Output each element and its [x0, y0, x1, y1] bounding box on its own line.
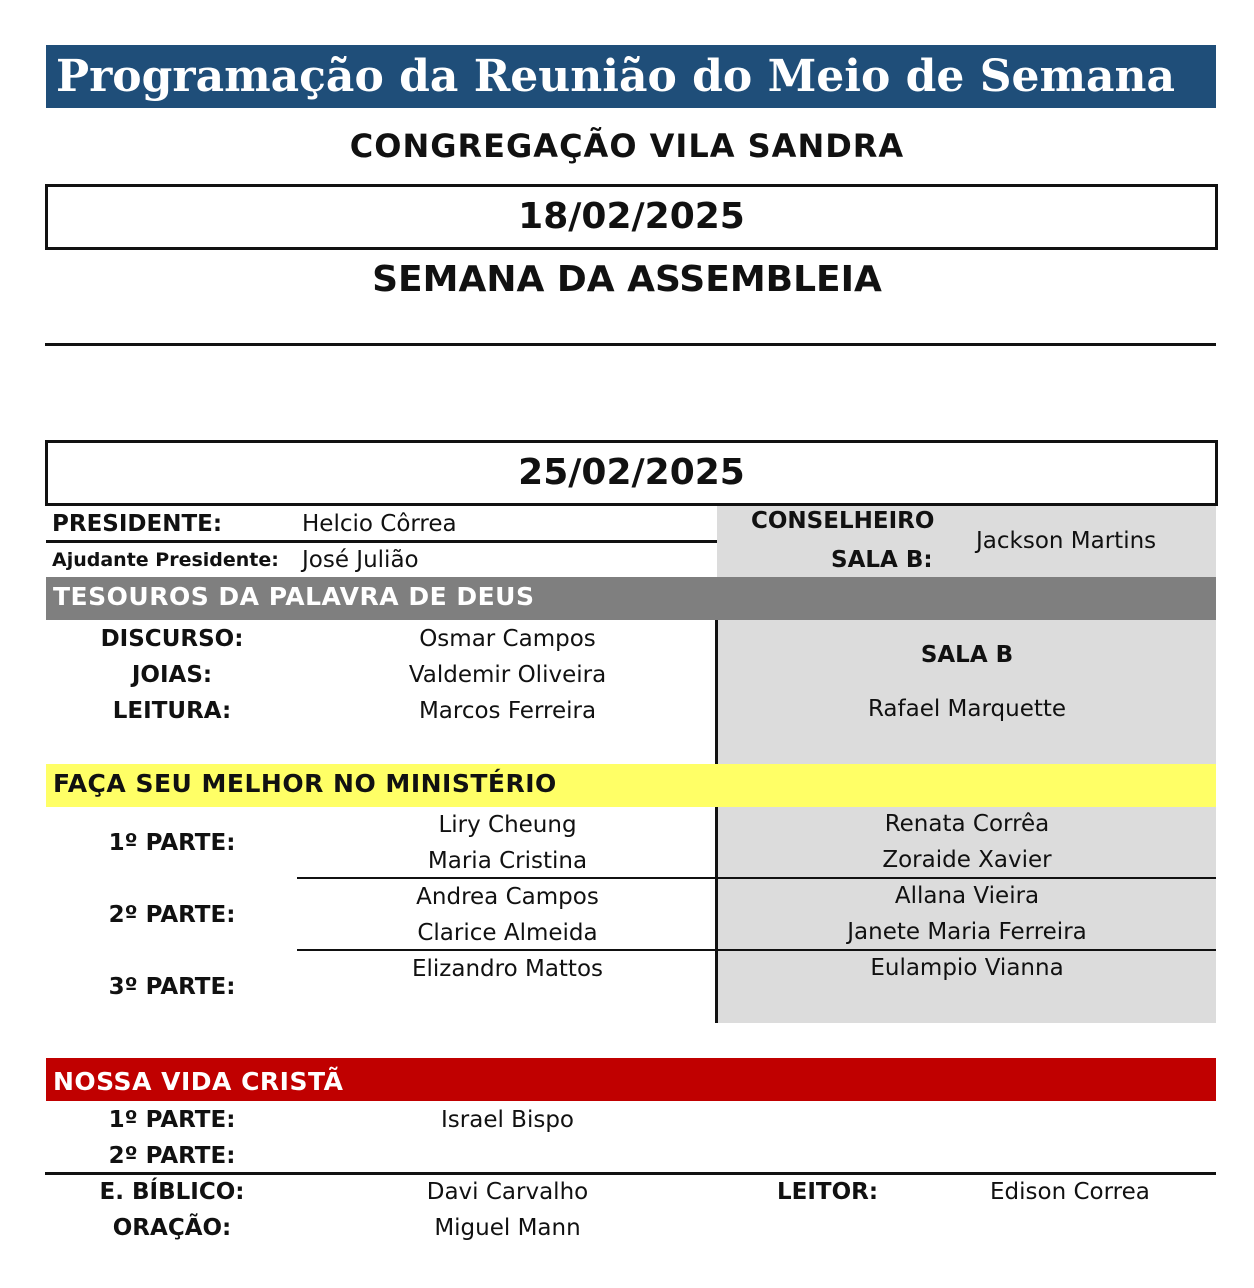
ministry-part1-assistant: Maria Cristina	[427, 848, 588, 874]
ministry-room-b-cell	[717, 807, 1216, 1023]
reading-name: Marcos Ferreira	[418, 698, 597, 724]
ministry-part1-label: 1º PARTE:	[108, 830, 236, 856]
christian-part1-label: 1º PARTE:	[108, 1107, 236, 1133]
room-b-reading-name: Rafael Marquette	[867, 696, 1067, 722]
president-label: PRESIDENTE:	[52, 511, 223, 537]
ministry-part1-b-student: Renata Corrêa	[884, 811, 1050, 837]
ministry-title: FAÇA SEU MELHOR NO MINISTÉRIO	[53, 769, 557, 798]
counselor-room-label: SALA B:	[831, 547, 933, 573]
christian-part1-name: Israel Bispo	[441, 1107, 574, 1133]
divider	[297, 949, 1216, 951]
ministry-part2-b-assistant: Janete Maria Ferreira	[847, 919, 1087, 945]
week1-note: SEMANA DA ASSEMBLEIA	[372, 259, 882, 300]
reader-label: LEITOR:	[777, 1179, 879, 1205]
counselor-name: Jackson Martins	[976, 528, 1157, 554]
christian-part2-label: 2º PARTE:	[108, 1143, 236, 1169]
bible-study-label: E. BÍBLICO:	[99, 1179, 245, 1205]
reading-label: LEITURA:	[112, 698, 232, 724]
week1-date: 18/02/2025	[518, 196, 745, 237]
divider	[46, 540, 717, 543]
treasures-title: TESOUROS DA PALAVRA DE DEUS	[53, 582, 535, 611]
room-b-label: SALA B	[920, 642, 1014, 668]
prayer-label: ORAÇÃO:	[112, 1215, 232, 1241]
ministry-part2-b-student: Allana Vieira	[894, 883, 1040, 909]
ministry-part2-label: 2º PARTE:	[108, 902, 236, 928]
discourse-name: Osmar Campos	[419, 626, 596, 652]
ministry-part3-student: Elizandro Mattos	[411, 956, 604, 982]
bible-study-name: Davi Carvalho	[426, 1179, 589, 1205]
ministry-part1-student: Liry Cheung	[438, 812, 577, 838]
congregation-name: CONGREGAÇÃO VILA SANDRA	[349, 127, 905, 165]
divider	[45, 1172, 1216, 1175]
christian-life-title: NOSSA VIDA CRISTÃ	[53, 1067, 344, 1096]
week2-date-box	[45, 440, 1218, 506]
assistant-name: José Julião	[302, 547, 419, 573]
counselor-label: CONSELHEIRO	[751, 508, 935, 534]
week1-date-box	[45, 184, 1218, 250]
gems-name: Valdemir Oliveira	[408, 662, 607, 688]
divider	[297, 877, 1216, 879]
ministry-part1-b-assistant: Zoraide Xavier	[882, 847, 1052, 873]
discourse-label: DISCURSO:	[100, 626, 244, 652]
prayer-name: Miguel Mann	[434, 1215, 581, 1241]
page-title: Programação da Reunião do Meio de Semana	[56, 51, 1176, 102]
gems-label: JOIAS:	[131, 662, 213, 688]
ministry-part3-label: 3º PARTE:	[108, 974, 236, 1000]
ministry-part2-assistant: Clarice Almeida	[417, 920, 598, 946]
reader-name: Edison Correa	[990, 1179, 1150, 1205]
ministry-part3-b-student: Eulampio Vianna	[870, 955, 1064, 981]
divider	[45, 343, 1216, 346]
week2-date: 25/02/2025	[518, 452, 745, 493]
president-name: Helcio Côrrea	[302, 511, 457, 537]
ministry-part2-student: Andrea Campos	[416, 884, 599, 910]
assistant-label: Ajudante Presidente:	[52, 549, 279, 571]
